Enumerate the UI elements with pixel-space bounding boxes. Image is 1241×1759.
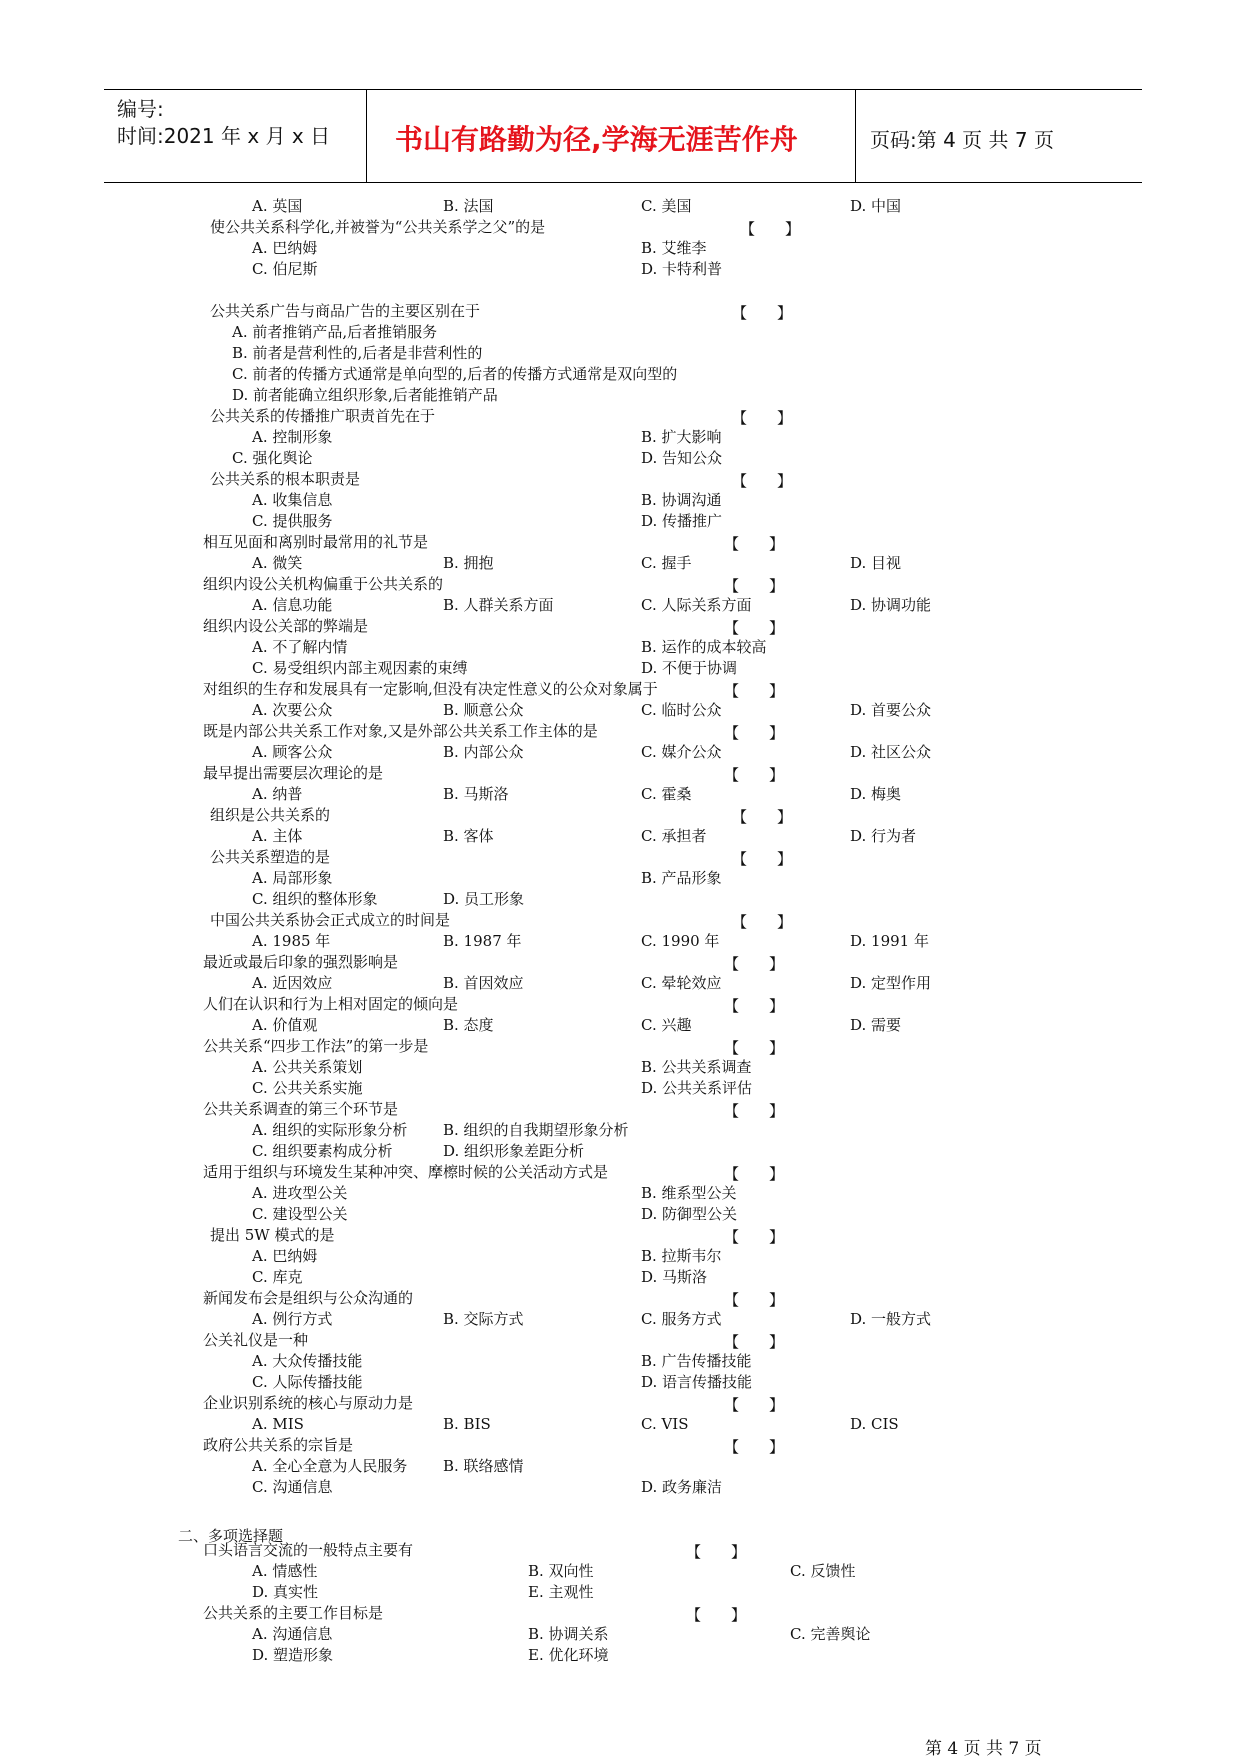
answer-option: A. 收集信息 <box>252 491 333 509</box>
header-top-rule <box>104 89 1142 90</box>
answer-option: D. 首要公众 <box>850 701 932 719</box>
answer-bracket: 【 】 <box>724 997 785 1015</box>
answer-option: B. BIS <box>443 1415 491 1433</box>
question-stem: 口头语言交流的一般特点主要有 <box>203 1541 414 1559</box>
answer-option: A. 主体 <box>252 827 303 845</box>
question-stem: 公共关系的主要工作目标是 <box>203 1604 384 1622</box>
question-stem: 适用于组织与环境发生某种冲突、摩檫时候的公关活动方式是 <box>203 1163 609 1181</box>
answer-option: B. 顺意公众 <box>443 701 524 719</box>
answer-option: D. CIS <box>850 1415 899 1433</box>
answer-option: C. 组织要素构成分析 <box>252 1142 393 1160</box>
question-stem: 中国公共关系协会正式成立的时间是 <box>210 911 451 929</box>
answer-option: C. 承担者 <box>641 827 707 845</box>
answer-option: D. 一般方式 <box>850 1310 932 1328</box>
answer-option: E. 主观性 <box>528 1583 594 1601</box>
answer-bracket: 【 】 <box>724 1438 785 1456</box>
answer-option: D. 组织形象差距分析 <box>443 1142 585 1160</box>
answer-option: A. 顾客公众 <box>252 743 333 761</box>
answer-option: A. 次要公众 <box>252 701 333 719</box>
answer-option: C. 提供服务 <box>252 512 333 530</box>
answer-option: A. 全心全意为人民服务 <box>252 1457 408 1475</box>
answer-option: D. 真实性 <box>252 1583 319 1601</box>
question-stem: 使公共关系科学化,并被誉为“公共关系学之父”的是 <box>210 218 546 236</box>
answer-option: D. 目视 <box>850 554 902 572</box>
question-stem: 公共关系的传播推广职责首先在于 <box>210 407 436 425</box>
answer-option: D. 公共关系评估 <box>641 1079 753 1097</box>
answer-option: A. 近因效应 <box>252 974 333 992</box>
answer-option: C. 临时公众 <box>641 701 722 719</box>
answer-option: A. 进攻型公关 <box>252 1184 348 1202</box>
answer-option: B. 联络感情 <box>443 1457 524 1475</box>
answer-option: C. 反馈性 <box>790 1562 856 1580</box>
answer-bracket: 【 】 <box>732 472 793 490</box>
answer-option: B. 双向性 <box>528 1562 594 1580</box>
question-stem: 对组织的生存和发展具有一定影响,但没有决定性意义的公众对象属于 <box>203 680 658 698</box>
answer-option: D. 前者能确立组织形象,后者能推销产品 <box>232 386 498 404</box>
answer-option: C. 服务方式 <box>641 1310 722 1328</box>
answer-option: D. 不便于协调 <box>641 659 738 677</box>
answer-option: C. 人际关系方面 <box>641 596 752 614</box>
answer-option: C. 沟通信息 <box>252 1478 333 1496</box>
answer-bracket: 【 】 <box>732 808 793 826</box>
answer-option: C. 美国 <box>641 197 692 215</box>
answer-option: C. 握手 <box>641 554 692 572</box>
answer-option: E. 优化环境 <box>528 1646 609 1664</box>
section-title-multiple-choice: 二、多项选择题 <box>178 1527 284 1545</box>
answer-option: D. 防御型公关 <box>641 1205 738 1223</box>
header-time-label: 时间:2021 年 x 月 x 日 <box>117 124 331 148</box>
answer-option: A. 信息功能 <box>252 596 333 614</box>
answer-option: B. 前者是营利性的,后者是非营利性的 <box>232 344 483 362</box>
header-bottom-rule <box>104 182 1142 183</box>
answer-option: B. 态度 <box>443 1016 494 1034</box>
answer-option: C. 1990 年 <box>641 932 720 950</box>
answer-option: A. 巴纳姆 <box>252 239 318 257</box>
answer-option: D. 卡特利普 <box>641 260 723 278</box>
question-stem: 公共关系塑造的是 <box>210 848 331 866</box>
answer-option: A. 大众传播技能 <box>252 1352 363 1370</box>
answer-bracket: 【 】 <box>686 1606 747 1624</box>
answer-option: A. 情感性 <box>252 1562 318 1580</box>
answer-option: D. 社区公众 <box>850 743 932 761</box>
answer-option: B. 维系型公关 <box>641 1184 737 1202</box>
header-number-label: 编号: <box>117 97 164 121</box>
answer-option: B. 扩大影响 <box>641 428 722 446</box>
answer-option: D. 告知公众 <box>641 449 723 467</box>
question-stem: 人们在认识和行为上相对固定的倾向是 <box>203 995 459 1013</box>
answer-bracket: 【 】 <box>724 766 785 784</box>
answer-bracket: 【 】 <box>732 913 793 931</box>
answer-option: C. 人际传播技能 <box>252 1373 363 1391</box>
answer-option: C. 建设型公关 <box>252 1205 348 1223</box>
answer-bracket: 【 】 <box>732 409 793 427</box>
answer-option: A. 前者推销产品,后者推销服务 <box>232 323 438 341</box>
answer-option: C. 媒介公众 <box>641 743 722 761</box>
question-stem: 组织是公共关系的 <box>210 806 331 824</box>
answer-bracket: 【 】 <box>732 304 793 322</box>
answer-bracket: 【 】 <box>724 535 785 553</box>
answer-option: D. 协调功能 <box>850 596 932 614</box>
answer-bracket: 【 】 <box>724 1165 785 1183</box>
answer-option: B. 拥抱 <box>443 554 494 572</box>
answer-option: B. 运作的成本较高 <box>641 638 767 656</box>
answer-option: C. 公共关系实施 <box>252 1079 363 1097</box>
answer-option: A. 巴纳姆 <box>252 1247 318 1265</box>
answer-option: C. 库克 <box>252 1268 303 1286</box>
question-stem: 最早提出需要层次理论的是 <box>203 764 384 782</box>
answer-option: B. 公共关系调查 <box>641 1058 752 1076</box>
answer-option: C. 前者的传播方式通常是单向型的,后者的传播方式通常是双向型的 <box>232 365 678 383</box>
answer-bracket: 【 】 <box>724 955 785 973</box>
answer-option: B. 马斯洛 <box>443 785 509 803</box>
question-stem: 既是内部公共关系工作对象,又是外部公共关系工作主体的是 <box>203 722 598 740</box>
question-stem: 新闻发布会是组织与公众沟通的 <box>203 1289 414 1307</box>
answer-option: C. 兴趣 <box>641 1016 692 1034</box>
answer-option: D. 梅奥 <box>850 785 902 803</box>
answer-option: D. 中国 <box>850 197 902 215</box>
header-page-label: 页码:第 4 页 共 7 页 <box>870 128 1054 152</box>
answer-option: B. 组织的自我期望形象分析 <box>443 1121 629 1139</box>
question-stem: 组织内设公关部的弊端是 <box>203 617 369 635</box>
answer-option: D. 行为者 <box>850 827 917 845</box>
answer-option: B. 协调关系 <box>528 1625 609 1643</box>
answer-option: A. 局部形象 <box>252 869 333 887</box>
question-stem: 公共关系调查的第三个环节是 <box>203 1100 399 1118</box>
question-stem: 组织内设公关机构偏重于公共关系的 <box>203 575 444 593</box>
question-stem: 政府公共关系的宗旨是 <box>203 1436 354 1454</box>
answer-option: A. 公共关系策划 <box>252 1058 363 1076</box>
answer-bracket: 【 】 <box>724 1291 785 1309</box>
answer-option: A. 纳普 <box>252 785 303 803</box>
answer-option: B. 人群关系方面 <box>443 596 554 614</box>
footer-page-number: 第 4 页 共 7 页 <box>925 1739 1042 1759</box>
answer-option: C. VIS <box>641 1415 689 1433</box>
answer-option: A. MIS <box>252 1415 304 1433</box>
answer-option: A. 英国 <box>252 197 303 215</box>
question-stem: 公共关系“四步工作法”的第一步是 <box>203 1037 429 1055</box>
answer-option: B. 协调沟通 <box>641 491 722 509</box>
answer-option: C. 霍桑 <box>641 785 692 803</box>
answer-bracket: 【 】 <box>724 682 785 700</box>
answer-option: A. 不了解内情 <box>252 638 348 656</box>
answer-option: D. 定型作用 <box>850 974 932 992</box>
answer-option: A. 微笑 <box>252 554 303 572</box>
answer-option: C. 易受组织内部主观因素的束缚 <box>252 659 468 677</box>
answer-option: C. 伯尼斯 <box>252 260 318 278</box>
answer-option: A. 例行方式 <box>252 1310 333 1328</box>
answer-bracket: 【 】 <box>740 220 801 238</box>
answer-bracket: 【 】 <box>724 1333 785 1351</box>
header-motto: 书山有路勤为径,学海无涯苦作舟 <box>395 123 798 156</box>
answer-option: A. 1985 年 <box>252 932 331 950</box>
answer-option: D. 1991 年 <box>850 932 929 950</box>
answer-option: B. 客体 <box>443 827 494 845</box>
answer-option: C. 晕轮效应 <box>641 974 722 992</box>
question-stem: 公关礼仪是一种 <box>203 1331 309 1349</box>
answer-bracket: 【 】 <box>724 1102 785 1120</box>
answer-option: D. 员工形象 <box>443 890 525 908</box>
answer-bracket: 【 】 <box>724 1039 785 1057</box>
answer-option: B. 内部公众 <box>443 743 524 761</box>
answer-option: D. 政务廉洁 <box>641 1478 723 1496</box>
answer-option: C. 强化舆论 <box>232 449 313 467</box>
answer-option: D. 塑造形象 <box>252 1646 334 1664</box>
question-stem: 公共关系广告与商品广告的主要区别在于 <box>210 302 481 320</box>
answer-option: B. 1987 年 <box>443 932 522 950</box>
answer-option: A. 价值观 <box>252 1016 318 1034</box>
answer-option: D. 需要 <box>850 1016 902 1034</box>
answer-bracket: 【 】 <box>724 1396 785 1414</box>
answer-bracket: 【 】 <box>724 1228 785 1246</box>
answer-option: C. 组织的整体形象 <box>252 890 378 908</box>
question-stem: 相互见面和离别时最常用的礼节是 <box>203 533 429 551</box>
header-divider-left <box>366 90 367 182</box>
answer-option: B. 拉斯韦尔 <box>641 1247 722 1265</box>
header-divider-right <box>855 90 856 182</box>
answer-bracket: 【 】 <box>686 1543 747 1561</box>
question-stem: 最近或最后印象的强烈影响是 <box>203 953 399 971</box>
answer-option: B. 广告传播技能 <box>641 1352 752 1370</box>
answer-option: A. 控制形象 <box>252 428 333 446</box>
answer-bracket: 【 】 <box>724 724 785 742</box>
answer-option: A. 沟通信息 <box>252 1625 333 1643</box>
answer-option: B. 首因效应 <box>443 974 524 992</box>
answer-option: B. 法国 <box>443 197 494 215</box>
question-stem: 提出 5W 模式的是 <box>210 1226 335 1244</box>
answer-bracket: 【 】 <box>732 850 793 868</box>
answer-option: D. 语言传播技能 <box>641 1373 753 1391</box>
answer-option: B. 交际方式 <box>443 1310 524 1328</box>
answer-option: B. 产品形象 <box>641 869 722 887</box>
answer-option: D. 传播推广 <box>641 512 723 530</box>
answer-option: B. 艾维李 <box>641 239 707 257</box>
answer-bracket: 【 】 <box>724 577 785 595</box>
answer-bracket: 【 】 <box>724 619 785 637</box>
answer-option: A. 组织的实际形象分析 <box>252 1121 408 1139</box>
question-stem: 企业识别系统的核心与原动力是 <box>203 1394 414 1412</box>
question-stem: 公共关系的根本职责是 <box>210 470 361 488</box>
answer-option: C. 完善舆论 <box>790 1625 871 1643</box>
answer-option: D. 马斯洛 <box>641 1268 708 1286</box>
